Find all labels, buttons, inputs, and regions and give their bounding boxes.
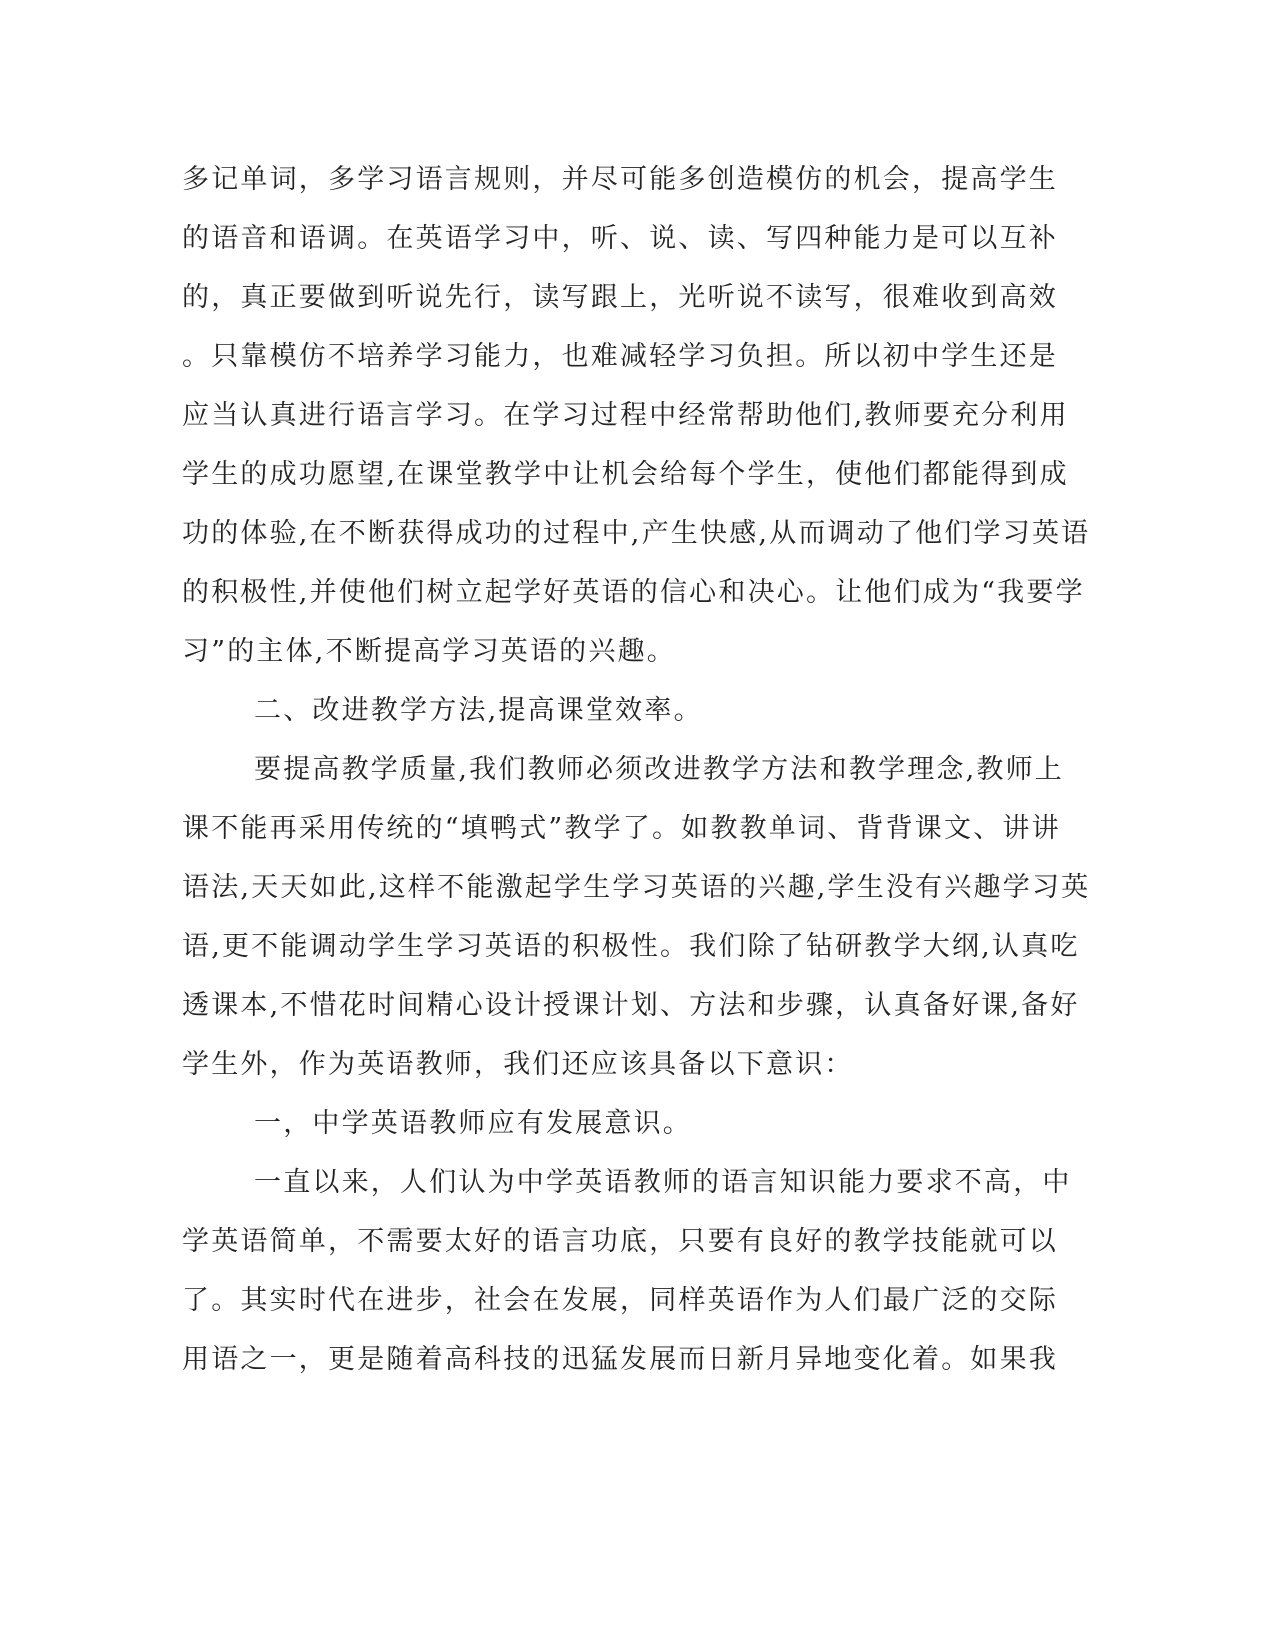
text-line: 透课本,不惜花时间精心设计授课计划、方法和步骤，认真备好课,备好 (182, 990, 1080, 1021)
text-line: 应当认真进行语言学习。在学习过程中经常帮助他们,教师要充分利用 (182, 400, 1069, 431)
text-line: 课不能再采用传统的“填鸭式”教学了。如教教单词、背背课文、讲讲 (182, 813, 1061, 844)
document-body (182, 150, 1091, 1389)
text-line: 学生外，作为英语教师，我们还应该具备以下意识： (182, 1049, 854, 1080)
text-line: 功的体验,在不断获得成功的过程中,产生快感,从而调动了他们学习英语 (182, 518, 1091, 549)
text-line: 学生的成功愿望,在课堂教学中让机会给每个学生，使他们都能得到成 (182, 459, 1069, 490)
text-line: 用语之一，更是随着高科技的迅猛发展而日新月异地变化着。如果我 (182, 1344, 1058, 1375)
text-line: 多记单词，多学习语言规则，并尽可能多创造模仿的机会，提高学生 (182, 164, 1058, 195)
text-line: 语,更不能调动学生学习英语的积极性。我们除了钻研教学大纲,认真吃 (182, 931, 1080, 962)
text-line: 习”的主体,不断提高学习英语的兴趣。 (182, 636, 676, 667)
text-line: 的积极性,并使他们树立起学好英语的信心和决心。让他们成为“我要学 (182, 577, 1085, 608)
text-line: 语法,天天如此,这样不能激起学生学习英语的兴趣,学生没有兴趣学习英 (182, 872, 1091, 903)
text-line: 。只靠模仿不培养学习能力，也难减轻学习负担。所以初中学生还是 (182, 341, 1058, 372)
text-line: 的，真正要做到听说先行，读写跟上，光听说不读写，很难收到高效 (182, 282, 1058, 313)
text-line: 了。其实时代在进步，社会在发展，同样英语作为人们最广泛的交际 (182, 1285, 1058, 1316)
text-line: 学英语简单，不需要太好的语言功底，只要有良好的教学技能就可以 (182, 1226, 1058, 1257)
section-heading: 二、改进教学方法,提高课堂效率。 (254, 695, 703, 726)
text-line: 一直以来，人们认为中学英语教师的语言知识能力要求不高，中 (254, 1167, 1072, 1198)
text-line: 要提高教学质量,我们教师必须改进教学方法和教学理念,教师上 (254, 754, 1064, 785)
section-heading: 一，中学英语教师应有发展意识。 (254, 1108, 692, 1139)
text-line: 的语音和语调。在英语学习中，听、说、读、写四种能力是可以互补 (182, 223, 1058, 254)
